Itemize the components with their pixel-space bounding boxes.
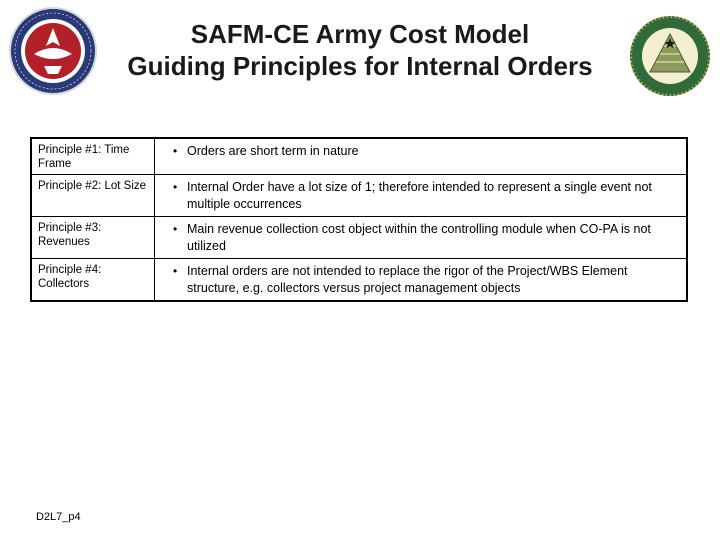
assistant-secretary-seal-logo xyxy=(8,6,98,96)
principle-description-cell xyxy=(155,138,688,175)
principle-description: Orders are short term in nature xyxy=(187,144,359,158)
principle-label: Principle #4: Collectors xyxy=(31,259,155,302)
bullet-icon: • xyxy=(173,180,178,194)
table-row xyxy=(31,138,687,175)
principle-description: Internal Order have a lot size of 1; therefore intended to represent a single event not multiple occurrences xyxy=(187,180,652,211)
bullet-icon: • xyxy=(173,222,178,236)
principle-description-cell xyxy=(155,259,688,302)
title-line-1: SAFM-CE Army Cost Model xyxy=(190,19,530,49)
principle-label: Principle #3: Revenues xyxy=(31,217,155,259)
principle-description-cell xyxy=(155,217,688,259)
principle-label: Principle #2: Lot Size xyxy=(31,175,155,217)
table-row xyxy=(31,217,687,259)
table-row xyxy=(31,175,687,217)
page-title xyxy=(90,18,630,82)
principle-label: Principle #1: Time Frame xyxy=(31,138,155,175)
principle-description: Internal orders are not intended to replace the rigor of the Project/WBS Element structure, e.g. collectors versus project management objects xyxy=(187,264,628,295)
army-financial-management-seal-logo xyxy=(628,14,712,98)
slide-id: D2L7_p4 xyxy=(36,511,81,523)
bullet-icon: • xyxy=(173,264,178,278)
principle-description-cell xyxy=(155,175,688,217)
table-row xyxy=(31,259,687,302)
principle-description: Main revenue collection cost object within the controlling module when CO-PA is not utilized xyxy=(187,222,651,253)
title-line-2: Guiding Principles for Internal Orders xyxy=(127,51,593,81)
bullet-icon: • xyxy=(173,144,178,158)
principles-table xyxy=(30,137,688,302)
